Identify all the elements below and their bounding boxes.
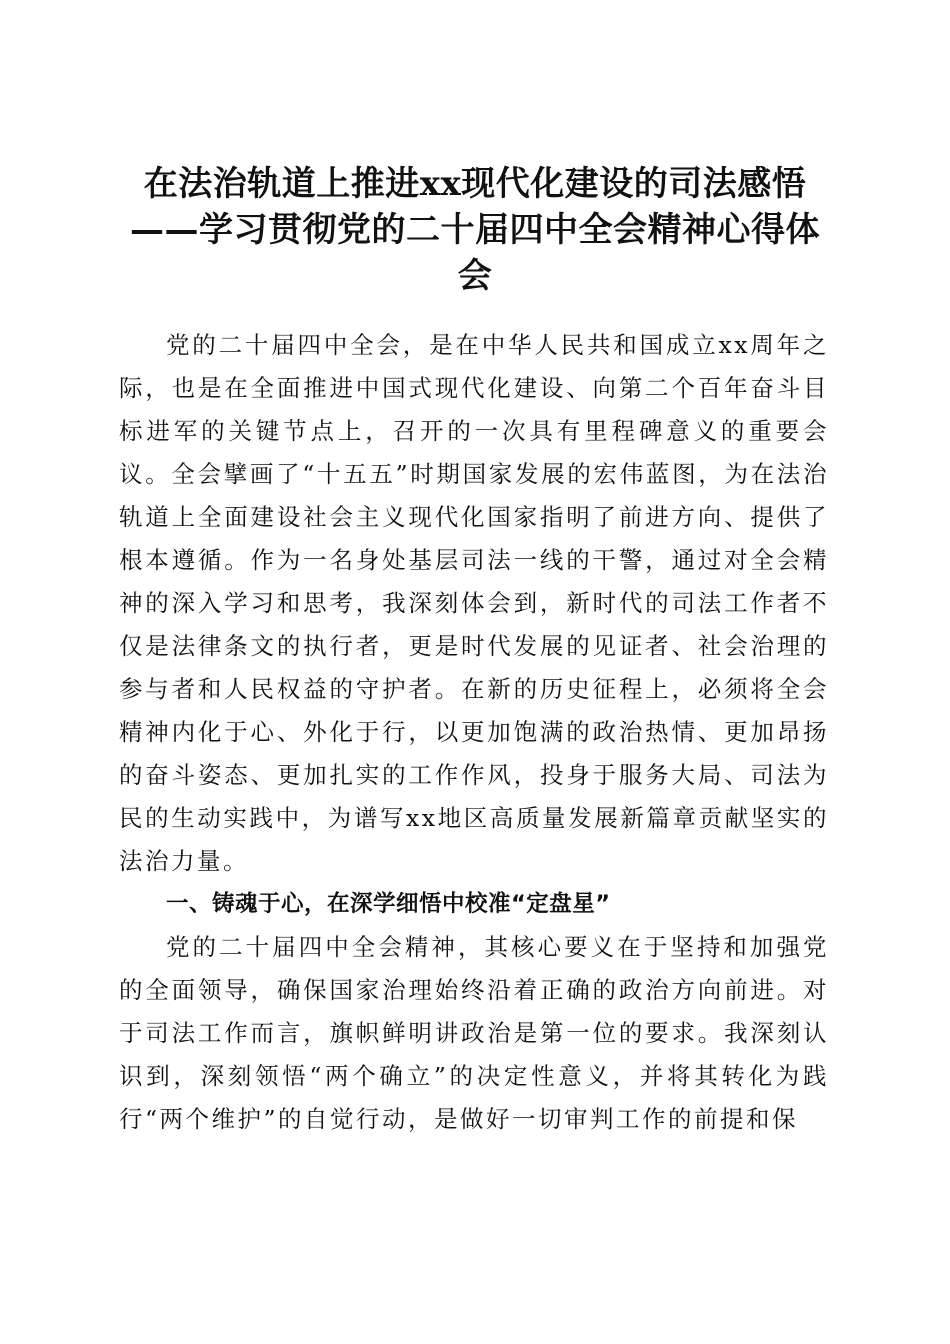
title-line-2: ——学习贯彻党的二十届四中全会精神心得体: [130, 209, 820, 250]
section-1-paragraph: 党的二十届四中全会精神，其核心要义在于坚持和加强党的全面领导，确保国家治理始终沿着正确的政治方向前进。对于司法工作而言，旗帜鲜明讲政治是第一位的要求。我深刻认识到，深刻领悟“两个确立”的决定性意义，并将其转化为践行“两个维护”的自觉行动，是做好一切审判工作的前提和保: [119, 933, 829, 1133]
title-line-1: 在法治轨道上推进xx现代化建设的司法感悟: [143, 163, 807, 204]
title-line-3: 会: [457, 255, 493, 296]
intro-paragraph: 党的二十届四中全会，是在中华人民共和国成立xx周年之际，也是在全面推进中国式现代化建设、向第二个百年奋斗目标进军的关键节点上，召开的一次具有里程碑意义的重要会议。全会擘画了“十五五”时期国家发展的宏伟蓝图，为在法治轨道上全面建设社会主义现代化国家指明了前进方向、提供了根本遵循。作为一名身处基层司法一线的干警，通过对全会精神的深入学习和思考，我深刻体会到，新时代的司法工作者不仅是法律条文的执行者，更是时代发展的见证者、社会治理的参与者和人民权益的守护者。在新的历史征程上，必须将全会精神内化于心、外化于行，以更加饱满的政治热情、更加昂扬的奋斗姿态、更加扎实的工作作风，投身于服务大局、司法为民的生动实践中，为谱写xx地区高质量发展新篇章贡献坚实的法治力量。: [119, 331, 829, 875]
document-title: [100, 161, 850, 299]
section-heading-1: 一、铸魂于心，在深学细悟中校准“定盘星”: [166, 891, 611, 917]
document-body: [119, 324, 829, 1141]
